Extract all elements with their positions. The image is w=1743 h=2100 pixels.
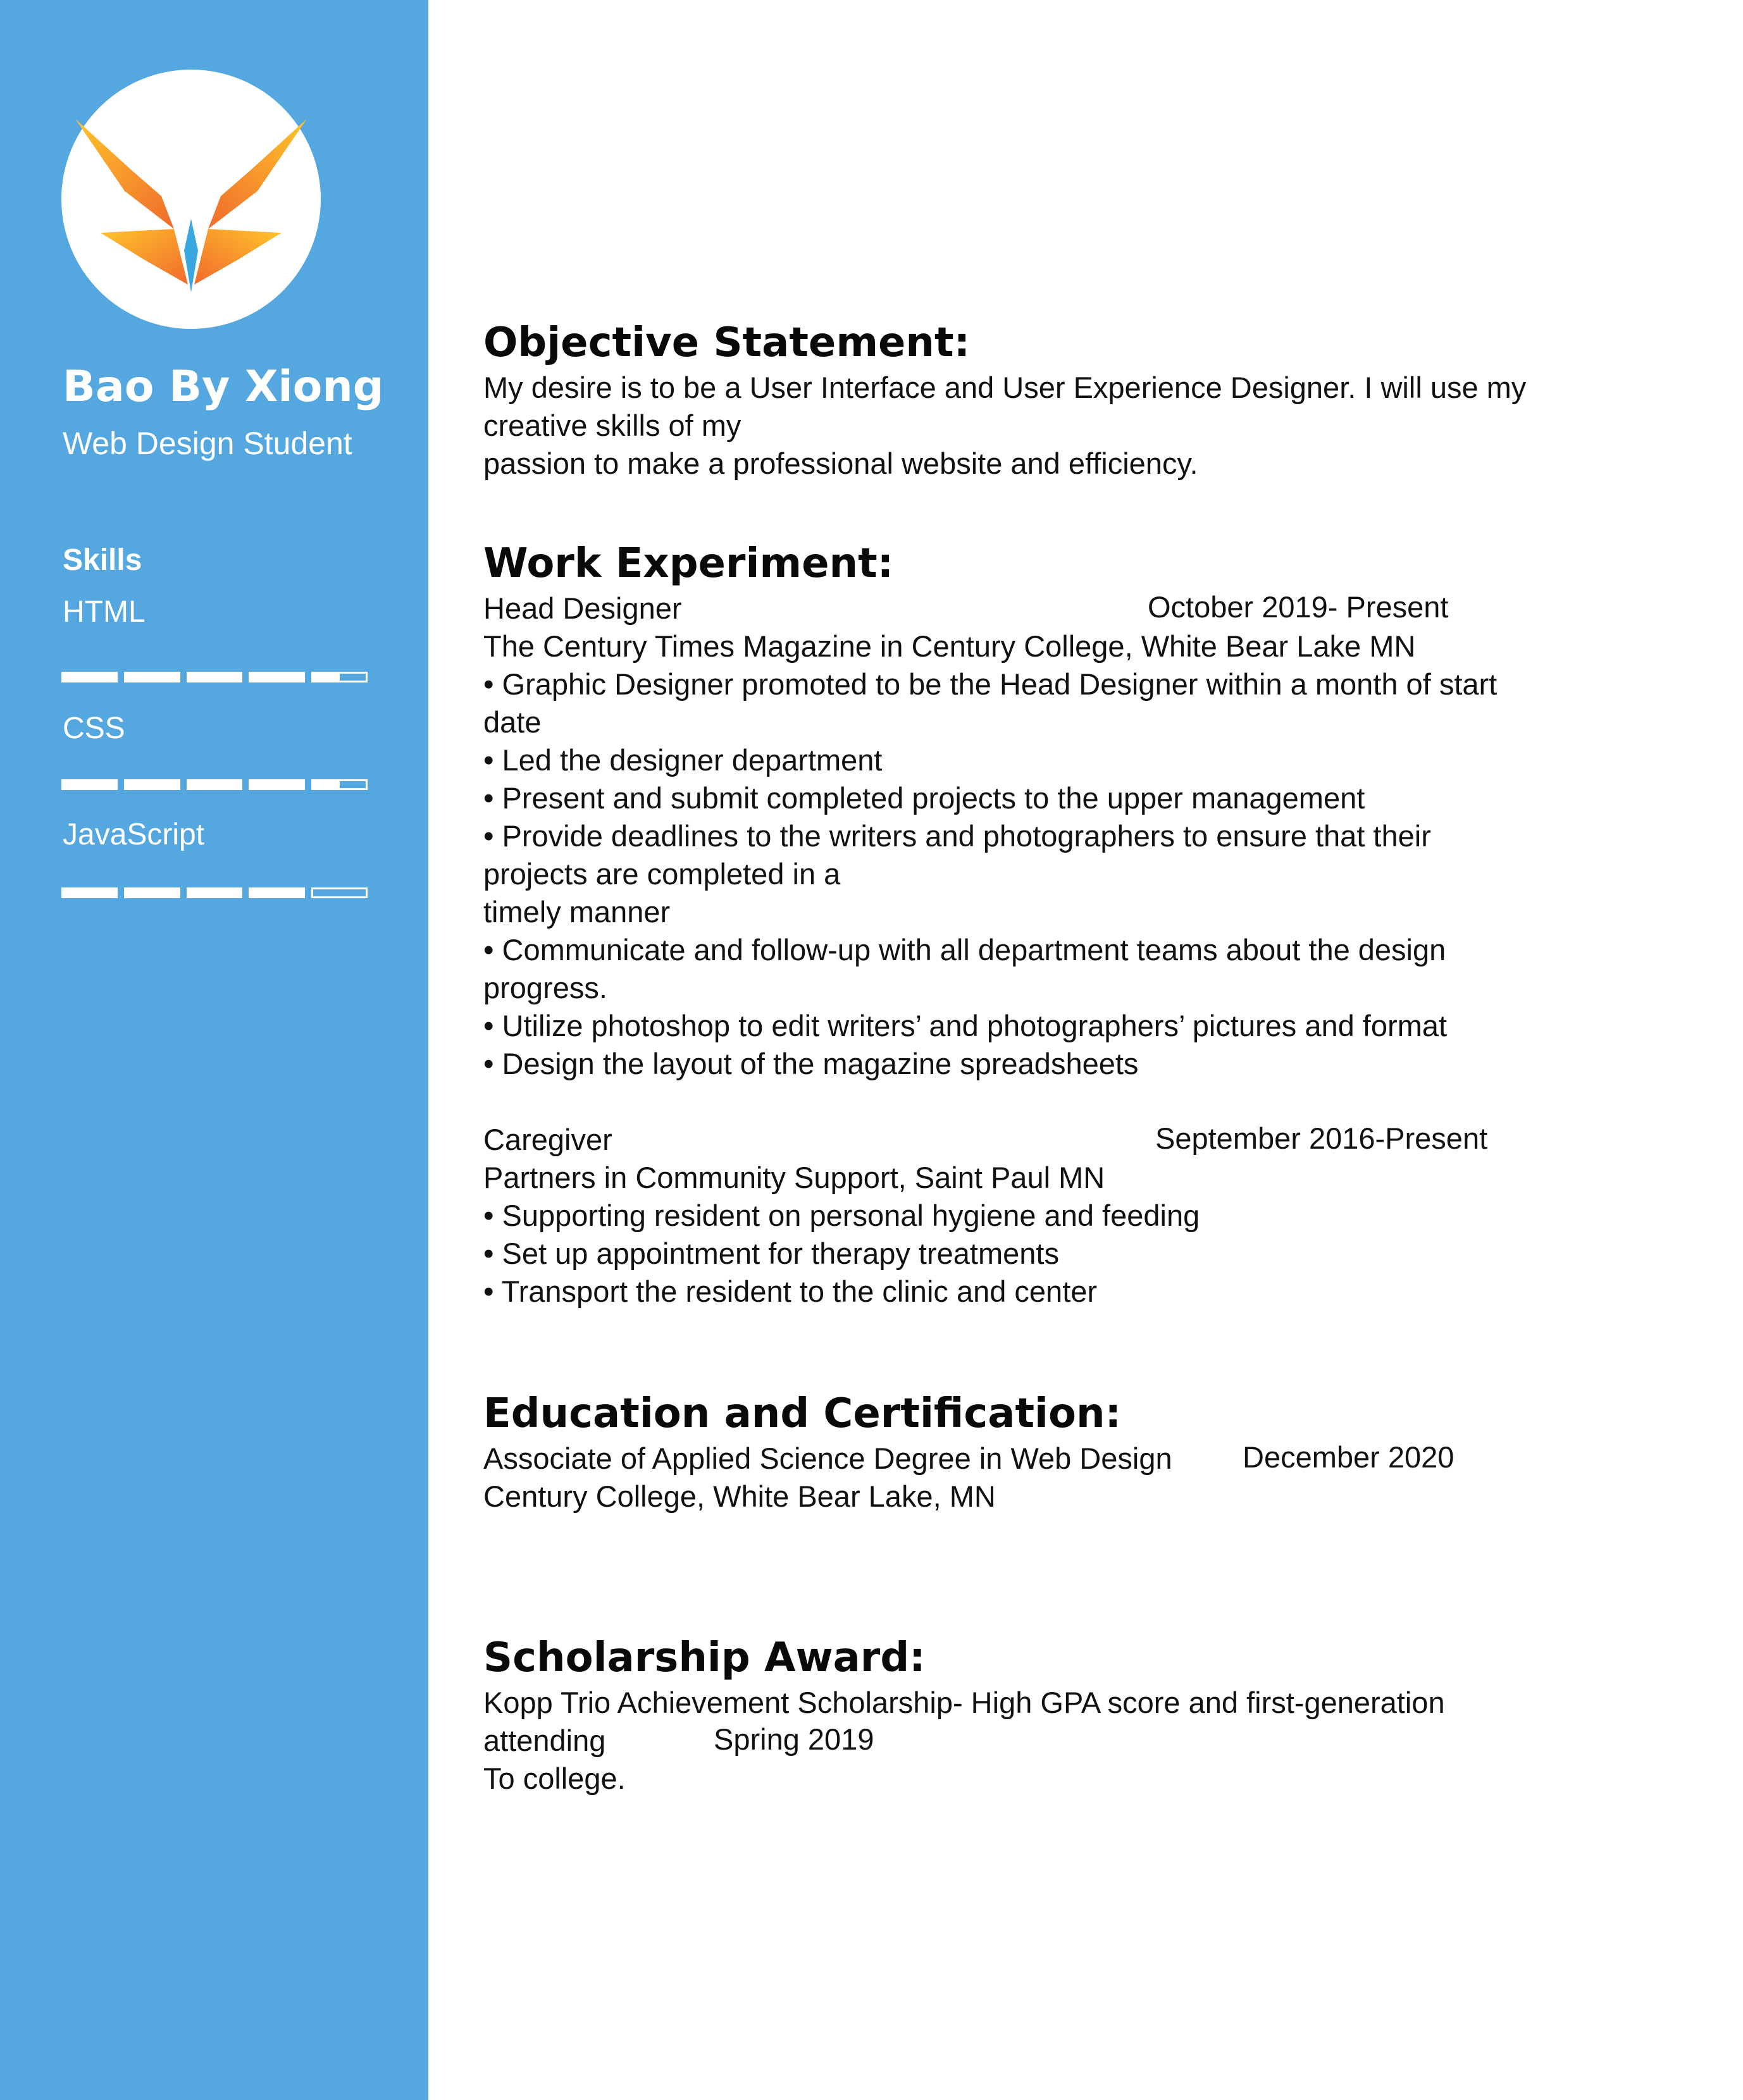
skill-segment-fill (251, 674, 303, 681)
person-role: Web Design Student (63, 426, 352, 461)
skill-segment-fill (313, 781, 339, 788)
job-duty: • Graphic Designer promoted to be the Head Designer within a month of start (483, 667, 1498, 701)
education-degree: Associate of Applied Science Degree in Web Design (483, 1442, 1172, 1475)
scholarship-heading: Scholarship Award: (483, 1634, 926, 1681)
job-date: September 2016-Present (1155, 1121, 1488, 1155)
sidebar (0, 0, 428, 2100)
skill-segment-fill (126, 674, 178, 681)
job-duty: timely manner (483, 895, 671, 929)
objective-line: passion to make a professional website and efficiency. (483, 447, 1198, 480)
job-duty: • Present and submit completed projects to the upper management (483, 781, 1365, 815)
job-date: October 2019- Present (1148, 590, 1449, 624)
job-duty: • Design the layout of the magazine spreadsheets (483, 1047, 1139, 1080)
skill-segment-fill (189, 889, 241, 896)
skill-name-css: CSS (63, 712, 125, 745)
skill-segment (187, 887, 243, 898)
job-duty: • Transport the resident to the clinic and center (483, 1275, 1098, 1308)
skill-segment (124, 672, 180, 682)
skill-segment (311, 887, 368, 898)
skill-segment-fill (63, 674, 116, 681)
skill-segment (124, 779, 180, 790)
skill-segment (311, 779, 368, 790)
skills-title: Skills (63, 543, 142, 577)
skill-segment-fill (251, 781, 303, 788)
skill-bar-javascript (61, 887, 368, 898)
skill-bar-css (61, 779, 368, 790)
job-duty: • Led the designer department (483, 743, 883, 777)
scholarship-line: Kopp Trio Achievement Scholarship- High GPA score and first-generation (483, 1686, 1445, 1719)
education-date: December 2020 (1243, 1440, 1455, 1474)
objective-line: My desire is to be a User Interface and User Experience Designer. I will use my (483, 371, 1527, 404)
skill-segment (187, 672, 243, 682)
job-duty: • Communicate and follow-up with all department teams about the design (483, 933, 1446, 967)
job-org: Partners in Community Support, Saint Paul MN (483, 1161, 1105, 1194)
job-duty: • Set up appointment for therapy treatments (483, 1237, 1059, 1270)
skill-segment-fill (126, 889, 178, 896)
job-duty: projects are completed in a (483, 857, 841, 891)
butterfly-logo-icon (61, 70, 321, 329)
job-duty: • Utilize photoshop to edit writers’ and photographers’ pictures and format (483, 1009, 1448, 1042)
skill-segment-fill (63, 781, 116, 788)
skill-segment-fill (63, 889, 116, 896)
job-duty: • Supporting resident on personal hygiene and feeding (483, 1199, 1200, 1232)
job-org: The Century Times Magazine in Century College, White Bear Lake MN (483, 629, 1416, 663)
skill-name-javascript: JavaScript (63, 818, 205, 851)
skill-segment (249, 672, 305, 682)
objective-line: creative skills of my (483, 409, 741, 442)
skill-segment (311, 672, 368, 682)
logo-circle (61, 70, 321, 329)
skill-segment (187, 779, 243, 790)
skill-segment-fill (126, 781, 178, 788)
skill-bar-html (61, 672, 368, 682)
skill-segment-fill (189, 674, 241, 681)
job-title: Head Designer (483, 591, 682, 625)
skill-segment (61, 887, 118, 898)
skill-segment (61, 672, 118, 682)
education-school: Century College, White Bear Lake, MN (483, 1479, 996, 1513)
job-title: Caregiver (483, 1123, 612, 1156)
skill-segment (249, 887, 305, 898)
job-duty: • Provide deadlines to the writers and photographers to ensure that their (483, 819, 1431, 853)
skill-segment (61, 779, 118, 790)
skill-segment-fill (313, 674, 339, 681)
person-name: Bao By Xiong (63, 362, 384, 412)
job-duty: progress. (483, 971, 607, 1004)
work-heading: Work Experiment: (483, 540, 894, 587)
scholarship-line: To college. (483, 1762, 626, 1795)
skill-segment-fill (251, 889, 303, 896)
skill-segment (124, 887, 180, 898)
education-heading: Education and Certification: (483, 1390, 1122, 1437)
skill-name-html: HTML (63, 595, 146, 629)
skill-segment (249, 779, 305, 790)
skill-segment-fill (189, 781, 241, 788)
scholarship-date: Spring 2019 (714, 1722, 874, 1756)
job-duty: date (483, 705, 542, 739)
scholarship-line: attending (483, 1724, 606, 1757)
objective-heading: Objective Statement: (483, 319, 971, 366)
